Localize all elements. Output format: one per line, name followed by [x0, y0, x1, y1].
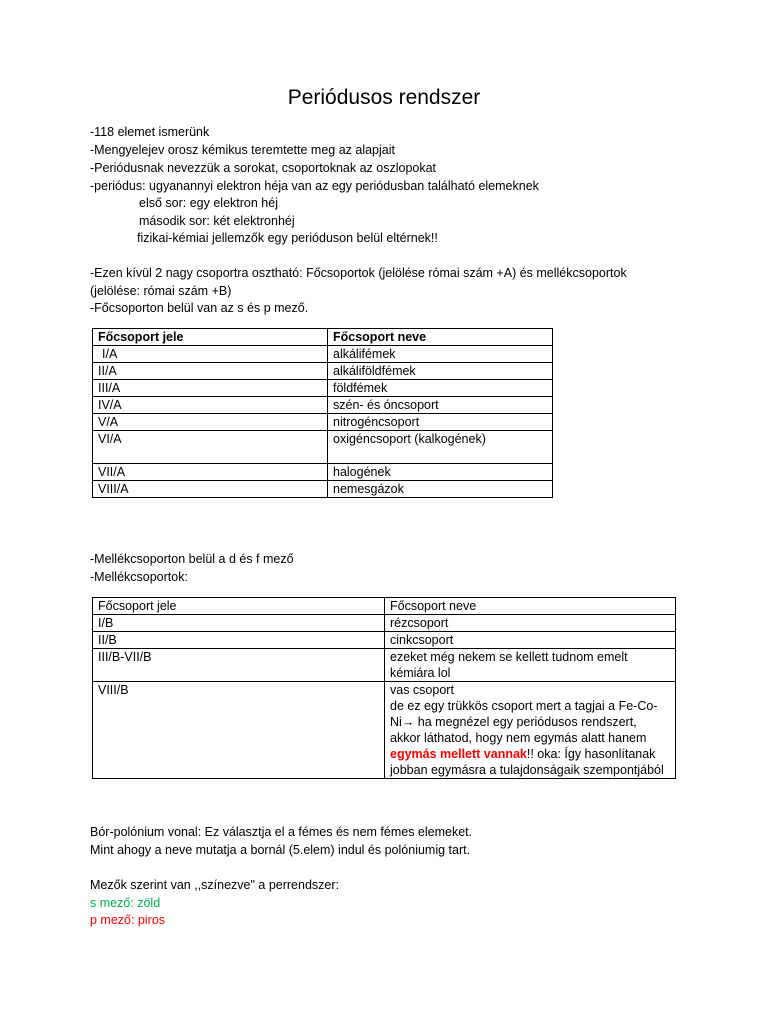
- group-symbol: VIII/A: [93, 481, 328, 498]
- group-symbol: VI/A: [93, 431, 328, 464]
- group-name: szén- és óncsoport: [328, 397, 553, 414]
- sub-intro-1: -Mellékcsoporton belül a d és f mező: [90, 552, 294, 566]
- group-symbol: III/A: [93, 380, 328, 397]
- intro-line-4: -periódus: ugyanannyi elektron héja van az egy periódusban található elemeknek: [90, 179, 539, 193]
- groups-intro-2: (jelölése: római szám +B): [90, 284, 232, 298]
- group-name: alkáliföldfémek: [328, 363, 553, 380]
- group-symbol: V/A: [93, 414, 328, 431]
- group-name: nemesgázok: [328, 481, 553, 498]
- viiib-text-b: ha megnézel egy periódusos rendszert, akkor láthatod, hogy nem egymás alatt hanem: [390, 715, 647, 745]
- table-row: [93, 363, 553, 380]
- period-second-row: második sor: két elektronhéj: [139, 214, 295, 228]
- main-groups-table: [92, 328, 553, 498]
- period-first-row: első sor: egy elektron héj: [139, 196, 278, 210]
- table-row: [93, 380, 553, 397]
- group-name: ezeket még nekem se kellett tudnom emelt kémiára lol: [385, 649, 676, 682]
- group-symbol: III/B-VII/B: [93, 649, 385, 682]
- fields-intro: Mezők szerint van ,,színezve" a perrendszer:: [90, 878, 339, 892]
- table-row: [93, 414, 553, 431]
- table-row: [93, 481, 553, 498]
- group-name: alkálifémek: [328, 346, 553, 363]
- page-title: Periódusos rendszer: [287, 86, 481, 109]
- header-group-symbol: Főcsoport jele: [93, 329, 328, 346]
- sub-groups-table: [92, 597, 676, 779]
- table-header-row: [93, 329, 553, 346]
- table-row: [93, 464, 553, 481]
- viiib-text-a: de ez egy trükkös csoport mert a tagjai a Fe-Co-Ni: [390, 699, 658, 729]
- viiib-text-c: !! oka: Így hasonlítanak jobban egymásra a tulajdonságaik szempontjából: [390, 747, 664, 777]
- group-name: földfémek: [328, 380, 553, 397]
- group-symbol: II/B: [93, 632, 385, 649]
- group-name: cinkcsoport: [385, 632, 676, 649]
- table-row: [93, 431, 553, 464]
- group-symbol: IV/A: [93, 397, 328, 414]
- group-symbol: I/B: [93, 615, 385, 632]
- intro-line-1: -118 elemet ismerünk: [90, 125, 210, 139]
- arrow-icon: →: [401, 715, 415, 729]
- viiib-emphasis: egymás mellett vannak: [390, 747, 527, 761]
- table-row: [93, 346, 553, 363]
- boron-line-2: Mint ahogy a neve mutatja a bornál (5.elem) indul és polóniumig tart.: [90, 843, 471, 857]
- group-name: rézcsoport: [385, 615, 676, 632]
- group-name: [385, 682, 676, 779]
- boron-line-1: Bór-polónium vonal: Ez választja el a fémes és nem fémes elemeket.: [90, 825, 473, 839]
- table-row: [93, 615, 676, 632]
- header-group-symbol: Főcsoport jele: [93, 598, 385, 615]
- intro-line-3: -Periódusnak nevezzük a sorokat, csoportoknak az oszlopokat: [90, 161, 437, 175]
- table-header-row: [93, 598, 676, 615]
- group-name: oxigéncsoport (kalkogének): [328, 431, 553, 464]
- viiib-line1: vas csoport: [390, 683, 454, 697]
- group-symbol: II/A: [93, 363, 328, 380]
- table-row: [93, 632, 676, 649]
- groups-intro-1: -Ezen kívül 2 nagy csoportra osztható: Főcsoportok (jelölése római szám +A) és mellékcsoportok: [90, 266, 627, 280]
- period-properties: fizikai-kémiai jellemzők egy perióduson belül eltérnek!!: [137, 231, 438, 245]
- sub-intro-2: -Mellékcsoportok:: [90, 570, 188, 584]
- header-group-name: Főcsoport neve: [328, 329, 553, 346]
- groups-intro-3: -Főcsoporton belül van az s és p mező.: [90, 301, 309, 315]
- group-symbol: VIII/B: [93, 682, 385, 779]
- p-field: p mező: piros: [90, 913, 166, 927]
- group-name: nitrogéncsoport: [328, 414, 553, 431]
- group-symbol: VII/A: [93, 464, 328, 481]
- table-row: [93, 397, 553, 414]
- intro-line-2: -Mengyelejev orosz kémikus teremtette meg az alapjait: [90, 143, 395, 157]
- header-group-name: Főcsoport neve: [385, 598, 676, 615]
- group-name: halogének: [328, 464, 553, 481]
- table-row: [93, 682, 676, 779]
- table-row: [93, 649, 676, 682]
- s-field: s mező: zöld: [90, 896, 161, 910]
- group-symbol: I/A: [93, 346, 328, 363]
